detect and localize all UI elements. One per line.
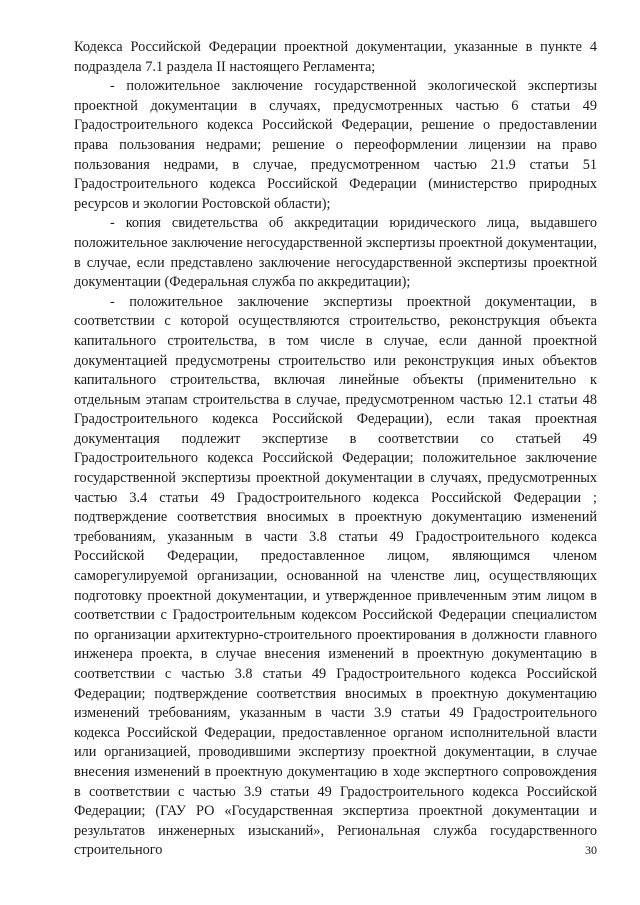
- paragraph-continuation: Кодекса Российской Федерации проектной документации, указанные в пункте 4 подраздела 7.1 раздела II настоящего Регламента;: [74, 39, 597, 75]
- paragraph-accreditation-certificate: - копия свидетельства об аккредитации юридического лица, выдавшего положительное заключение негосударственной экспертизы проектной документации, в случае, если представлено заключение негосударственной экспертизы проектной документации (Федеральная служба по аккредитации);: [74, 215, 597, 291]
- paragraph-environmental-expertise: - положительное заключение государственной экологической экспертизы проектной документации в случаях, предусмотренных частью 6 статьи 49 Градостроительного кодекса Российской Федерации, решение о предоставлении права пользования недрами; решение о переоформлении лицензии на право пользования недрами, в случае, предусмотренном частью 21.9 статьи 51 Градостроительного кодекса Российской Федерации (министерство природных ресурсов и экологии Ростовской области);: [74, 78, 597, 212]
- page-number: 30: [585, 843, 597, 857]
- paragraph-project-expertise: - положительное заключение экспертизы проектной документации, в соответствии с которой осуществляются строительство, реконструкция объекта капитального строительства, в том числе в случае, если данной проектной документацией предусмотрены строительство или реконструкция иных объектов капитального строительства, включая линейные объекты (применительно к отдельным этапам строительства в случае, предусмотренном частью 12.1 статьи 48 Градостроительного кодекса Российской Федерации), если такая проектная документация подлежит экспертизе в соответствии со статьей 49 Градостроительного кодекса Российской Федерации; положительное заключение государственной экспертизы проектной документации в случаях, предусмотренных частью 3.4 статьи 49 Градостроительного кодекса Российской Федерации ; подтверждение соответствия вносимых в проектную документацию изменений требованиям, указанным в части 3.8 статьи 49 Градостроительного кодекса Российской Федерации, предоставленное лицом, являющимся членом саморегулируемой организации, основанной на членстве лиц, осуществляющих подготовку проектной документации, и утвержденное привлеченным этим лицом в соответствии с Градостроительным кодексом Российской Федерации специалистом по организации архитектурно-строительного проектирования в должности главного инженера проекта, в случае внесения изменений в проектную документацию в соответствии с частью 3.8 статьи 49 Градостроительного кодекса Российской Федерации; подтверждение соответствия вносимых в проектную документацию изменений требованиям, указанным в части 3.9 статьи 49 Градостроительного кодекса Российской Федерации, предоставленное органом исполнительной власти или организацией, проводившими экспертизу проектной документации, в случае внесения изменений в проектную документацию в ходе экспертного сопровождения в соответствии с частью 3.9 статьи 49 Градостроительного кодекса Российской Федерации; (ГАУ РО «Государственная экспертиза проектной документации и результатов инженерных изысканий», Региональная служба государственного строительного: [74, 293, 597, 859]
- document-body: [74, 38, 597, 861]
